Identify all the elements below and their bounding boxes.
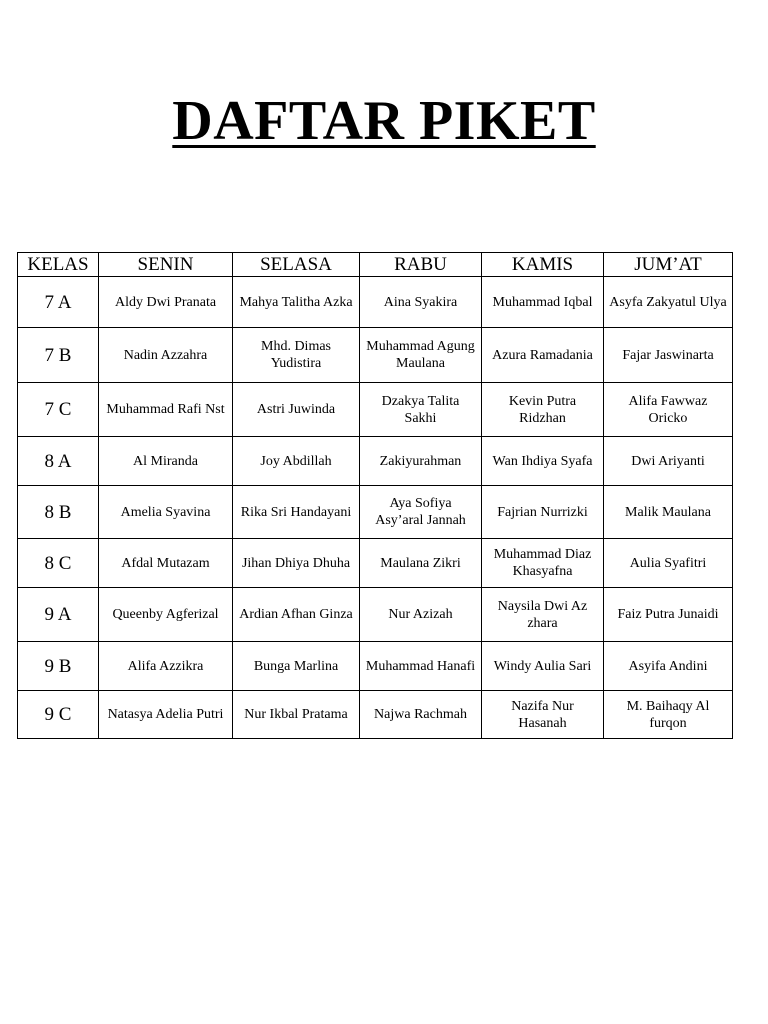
- column-header-kamis: KAMIS: [482, 253, 604, 277]
- table-cell: Wan Ihdiya Syafa: [482, 437, 604, 486]
- class-cell: 8 C: [18, 539, 99, 588]
- class-cell: 8 B: [18, 486, 99, 539]
- table-cell: Maulana Zikri: [360, 539, 482, 588]
- table-cell: Mahya Talitha Azka: [233, 277, 360, 328]
- column-header-rabu: RABU: [360, 253, 482, 277]
- table-cell: Muhammad Iqbal: [482, 277, 604, 328]
- table-cell: Muhammad Agung Maulana: [360, 328, 482, 383]
- table-cell: Al Miranda: [99, 437, 233, 486]
- table-cell: Rika Sri Handayani: [233, 486, 360, 539]
- table-cell: Mhd. Dimas Yudistira: [233, 328, 360, 383]
- table-cell: Bunga Marlina: [233, 642, 360, 691]
- table-cell: Alifa Fawwaz Oricko: [604, 383, 733, 437]
- table-cell: Fajrian Nurrizki: [482, 486, 604, 539]
- table-cell: Asyifa Andini: [604, 642, 733, 691]
- table-cell: Afdal Mutazam: [99, 539, 233, 588]
- column-header-jumat: JUM’AT: [604, 253, 733, 277]
- table-row: [18, 588, 733, 642]
- table-cell: Aina Syakira: [360, 277, 482, 328]
- table-row: [18, 383, 733, 437]
- table-cell: Alifa Azzikra: [99, 642, 233, 691]
- class-cell: 8 A: [18, 437, 99, 486]
- table-cell: Faiz Putra Junaidi: [604, 588, 733, 642]
- table-row: [18, 486, 733, 539]
- table-cell: Nur Ikbal Pratama: [233, 691, 360, 739]
- class-cell: 9 B: [18, 642, 99, 691]
- class-cell: 7 B: [18, 328, 99, 383]
- table-cell: Aya Sofiya Asy’aral Jannah: [360, 486, 482, 539]
- column-header-senin: SENIN: [99, 253, 233, 277]
- table-cell: Queenby Agferizal: [99, 588, 233, 642]
- table-header-row: [18, 253, 733, 277]
- table-cell: Muhammad Hanafi: [360, 642, 482, 691]
- table-cell: Aulia Syafitri: [604, 539, 733, 588]
- table-cell: Najwa Rachmah: [360, 691, 482, 739]
- table-cell: Nur Azizah: [360, 588, 482, 642]
- table-row: [18, 328, 733, 383]
- duty-roster-table: [17, 252, 733, 739]
- table-cell: Joy Abdillah: [233, 437, 360, 486]
- table-cell: M. Baihaqy Al furqon: [604, 691, 733, 739]
- class-cell: 9 A: [18, 588, 99, 642]
- table-cell: Kevin Putra Ridzhan: [482, 383, 604, 437]
- class-cell: 7 C: [18, 383, 99, 437]
- table-row: [18, 539, 733, 588]
- table-row: [18, 642, 733, 691]
- table-cell: Natasya Adelia Putri: [99, 691, 233, 739]
- table-cell: Naysila Dwi Az zhara: [482, 588, 604, 642]
- table-cell: Aldy Dwi Pranata: [99, 277, 233, 328]
- table-cell: Muhammad Diaz Khasyafna: [482, 539, 604, 588]
- table-row: [18, 277, 733, 328]
- column-header-kelas: KELAS: [18, 253, 99, 277]
- table-cell: Nadin Azzahra: [99, 328, 233, 383]
- page-title-text: DAFTAR PIKET: [172, 90, 596, 152]
- table-row: [18, 437, 733, 486]
- table-cell: Zakiyurahman: [360, 437, 482, 486]
- table-cell: Dzakya Talita Sakhi: [360, 383, 482, 437]
- column-header-selasa: SELASA: [233, 253, 360, 277]
- table-cell: Fajar Jaswinarta: [604, 328, 733, 383]
- table-cell: Malik Maulana: [604, 486, 733, 539]
- table-cell: Jihan Dhiya Dhuha: [233, 539, 360, 588]
- class-cell: 7 A: [18, 277, 99, 328]
- table-cell: Nazifa Nur Hasanah: [482, 691, 604, 739]
- table-cell: Ardian Afhan Ginza: [233, 588, 360, 642]
- table-cell: Amelia Syavina: [99, 486, 233, 539]
- table-cell: Astri Juwinda: [233, 383, 360, 437]
- table-cell: Muhammad Rafi Nst: [99, 383, 233, 437]
- table-row: [18, 691, 733, 739]
- table-cell: Azura Ramadania: [482, 328, 604, 383]
- table-cell: Windy Aulia Sari: [482, 642, 604, 691]
- page-title: [0, 88, 768, 154]
- class-cell: 9 C: [18, 691, 99, 739]
- table-cell: Dwi Ariyanti: [604, 437, 733, 486]
- table-cell: Asyfa Zakyatul Ulya: [604, 277, 733, 328]
